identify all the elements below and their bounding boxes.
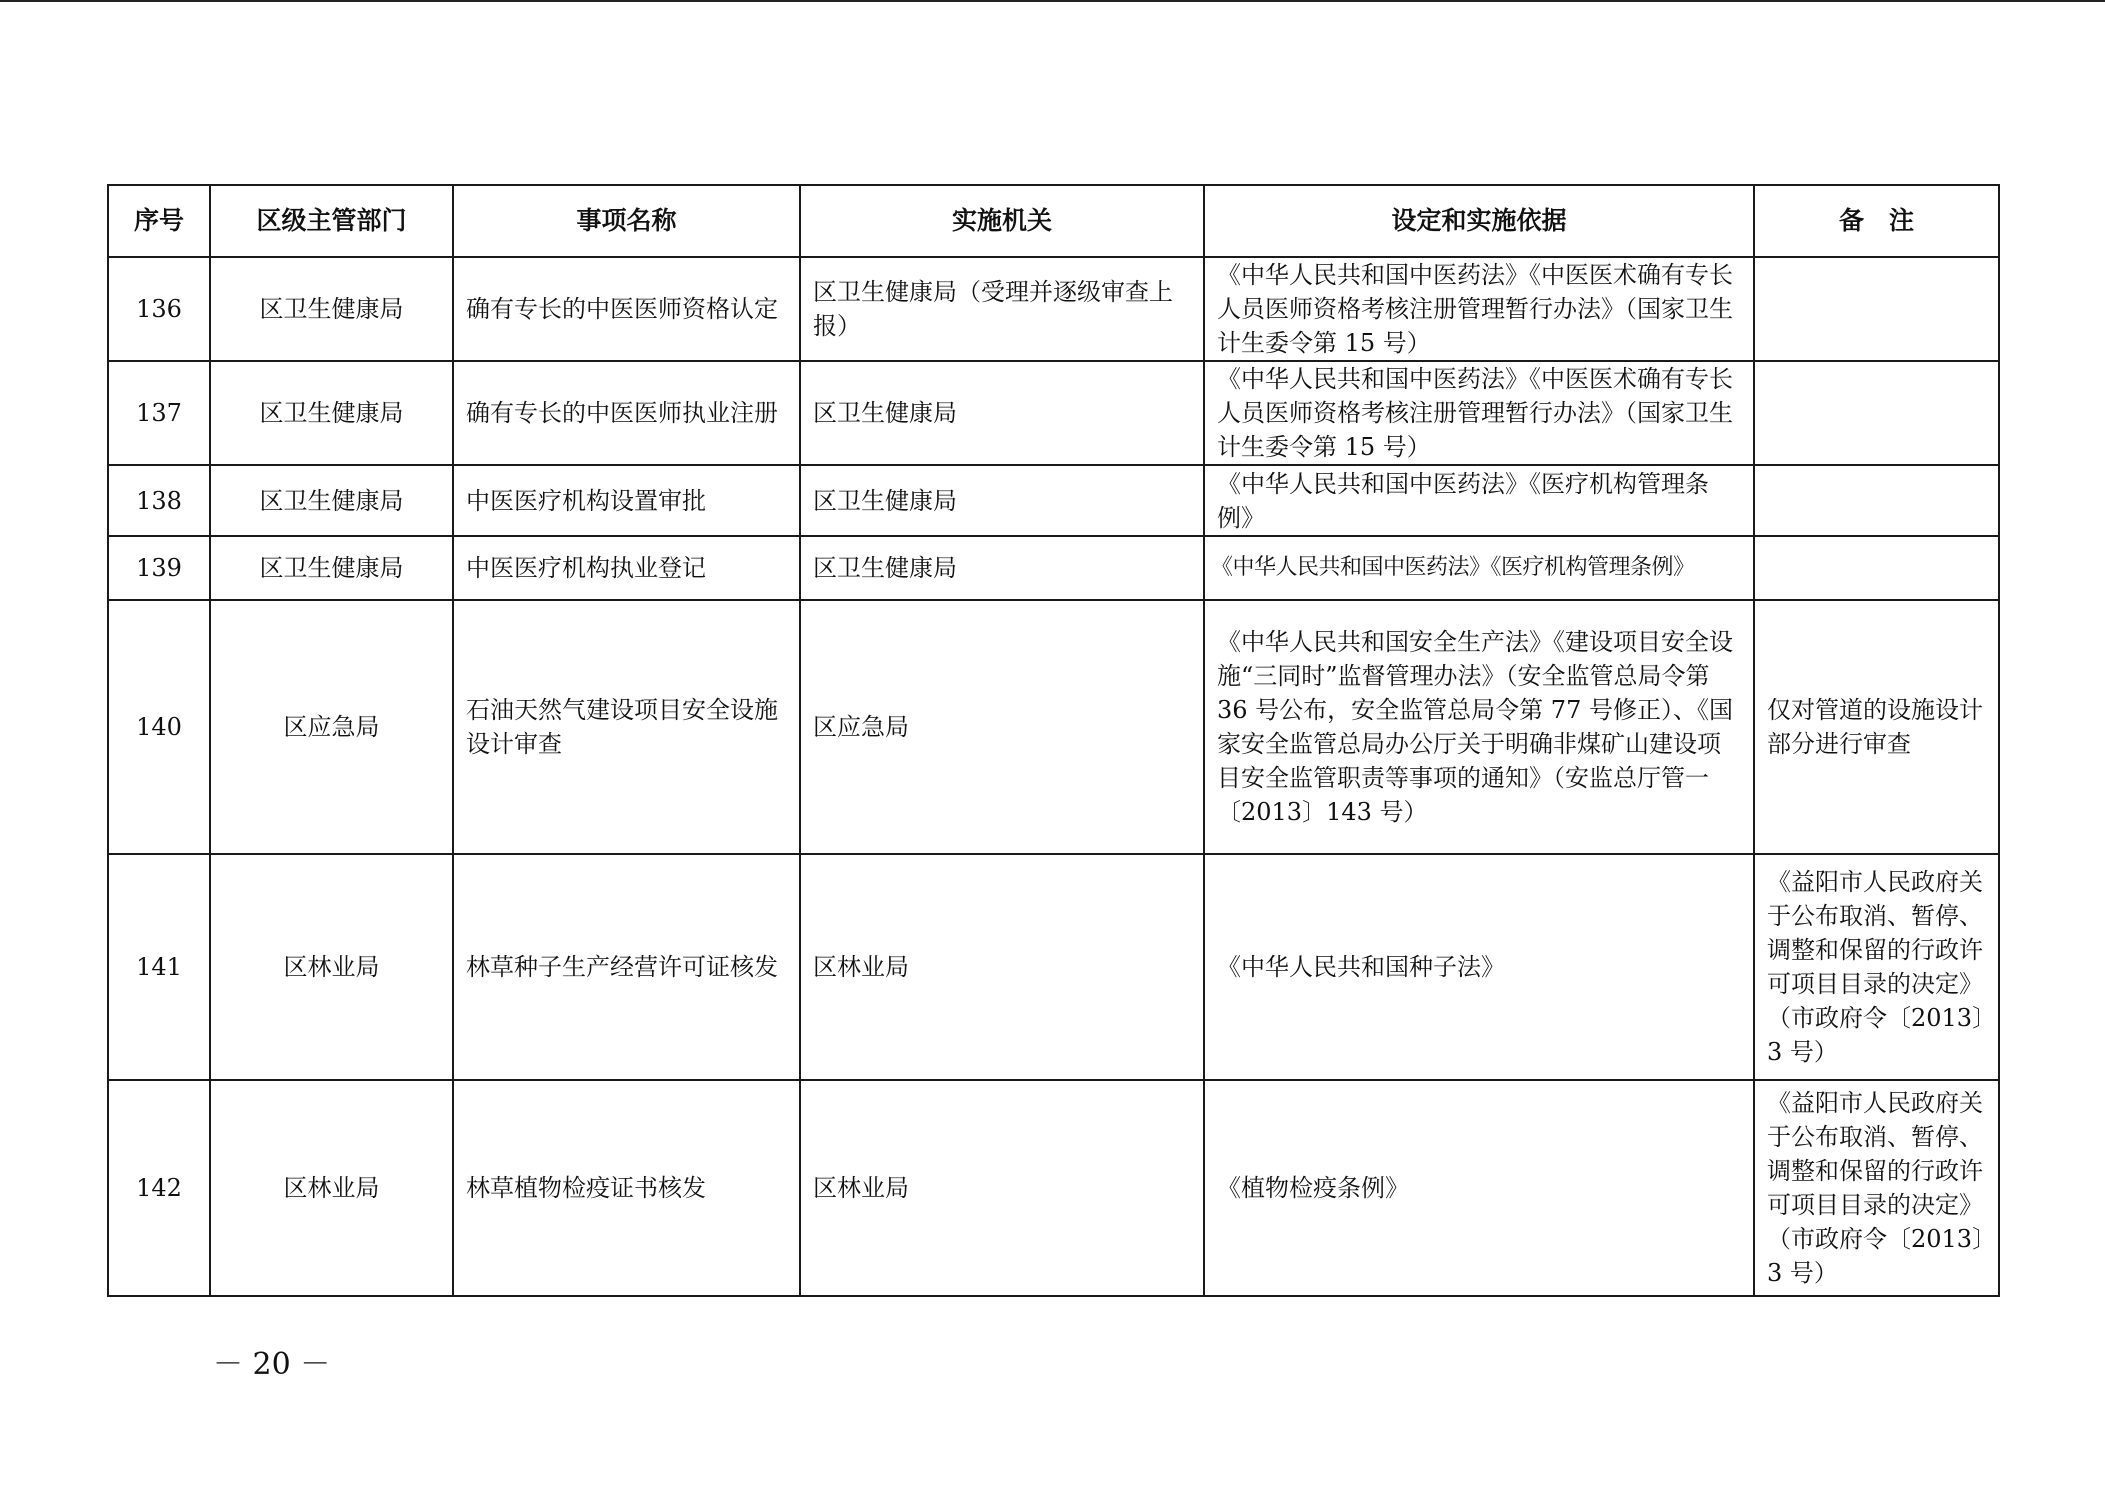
cell-agency: 区应急局 [800, 600, 1204, 854]
cell-basis: 《中华人民共和国种子法》 [1204, 854, 1754, 1080]
cell-remark: 《益阳市人民政府关于公布取消、暂停、调整和保留的行政许可项目目录的决定》（市政府令〔2013〕3 号） [1754, 1080, 1999, 1296]
cell-item: 中医医疗机构设置审批 [453, 465, 800, 536]
cell-dept: 区卫生健康局 [210, 257, 453, 361]
cell-dept: 区应急局 [210, 600, 453, 854]
cell-remark: 《益阳市人民政府关于公布取消、暂停、调整和保留的行政许可项目目录的决定》（市政府令〔2013〕3 号） [1754, 854, 1999, 1080]
cell-agency: 区卫生健康局（受理并逐级审查上报） [800, 257, 1204, 361]
cell-basis: 《中华人民共和国中医药法》《医疗机构管理条例》 [1204, 465, 1754, 536]
approval-items-table [107, 184, 2000, 1297]
cell-agency: 区卫生健康局 [800, 536, 1204, 600]
top-rule [0, 0, 2105, 2]
cell-remark: 仅对管道的设施设计部分进行审查 [1754, 600, 1999, 854]
table-row [108, 1080, 1999, 1296]
table-row [108, 536, 1999, 600]
table-row [108, 600, 1999, 854]
cell-basis: 《中华人民共和国中医药法》《中医医术确有专长人员医师资格考核注册管理暂行办法》（国家卫生计生委令第 15 号） [1204, 361, 1754, 465]
cell-basis: 《中华人民共和国中医药法》《医疗机构管理条例》 [1204, 536, 1754, 600]
header-item: 事项名称 [453, 185, 800, 257]
cell-agency: 区卫生健康局 [800, 361, 1204, 465]
cell-remark [1754, 536, 1999, 600]
cell-agency: 区卫生健康局 [800, 465, 1204, 536]
table-row [108, 854, 1999, 1080]
cell-basis: 《植物检疫条例》 [1204, 1080, 1754, 1296]
table-row [108, 465, 1999, 536]
cell-agency: 区林业局 [800, 854, 1204, 1080]
cell-seq: 139 [108, 536, 210, 600]
cell-item: 林草种子生产经营许可证核发 [453, 854, 800, 1080]
cell-seq: 137 [108, 361, 210, 465]
cell-dept: 区林业局 [210, 854, 453, 1080]
cell-basis: 《中华人民共和国中医药法》《中医医术确有专长人员医师资格考核注册管理暂行办法》（国家卫生计生委令第 15 号） [1204, 257, 1754, 361]
cell-basis: 《中华人民共和国安全生产法》《建设项目安全设施“三同时”监督管理办法》（安全监管总局令第 36 号公布，安全监管总局令第 77 号修正）、《国家安全监管总局办公厅关于明确非煤矿山建设项目安全监管职责等事项的通知》（安监总厅管一〔2013〕143 号） [1204, 600, 1754, 854]
table-row [108, 257, 1999, 361]
header-remark: 备 注 [1754, 185, 1999, 257]
cell-item: 林草植物检疫证书核发 [453, 1080, 800, 1296]
cell-item: 中医医疗机构执业登记 [453, 536, 800, 600]
cell-seq: 140 [108, 600, 210, 854]
cell-item: 确有专长的中医医师执业注册 [453, 361, 800, 465]
header-dept: 区级主管部门 [210, 185, 453, 257]
cell-item: 确有专长的中医医师资格认定 [453, 257, 800, 361]
cell-seq: 142 [108, 1080, 210, 1296]
cell-dept: 区卫生健康局 [210, 536, 453, 600]
cell-remark [1754, 465, 1999, 536]
cell-seq: 136 [108, 257, 210, 361]
cell-remark [1754, 361, 1999, 465]
cell-item: 石油天然气建设项目安全设施设计审查 [453, 600, 800, 854]
table-row [108, 361, 1999, 465]
header-seq: 序号 [108, 185, 210, 257]
cell-agency: 区林业局 [800, 1080, 1204, 1296]
cell-dept: 区卫生健康局 [210, 361, 453, 465]
cell-dept: 区卫生健康局 [210, 465, 453, 536]
header-agency: 实施机关 [800, 185, 1204, 257]
table-header-row [108, 185, 1999, 257]
cell-seq: 138 [108, 465, 210, 536]
header-basis: 设定和实施依据 [1204, 185, 1754, 257]
cell-seq: 141 [108, 854, 210, 1080]
page-number: － 20 － [213, 1347, 331, 1382]
cell-dept: 区林业局 [210, 1080, 453, 1296]
cell-remark [1754, 257, 1999, 361]
